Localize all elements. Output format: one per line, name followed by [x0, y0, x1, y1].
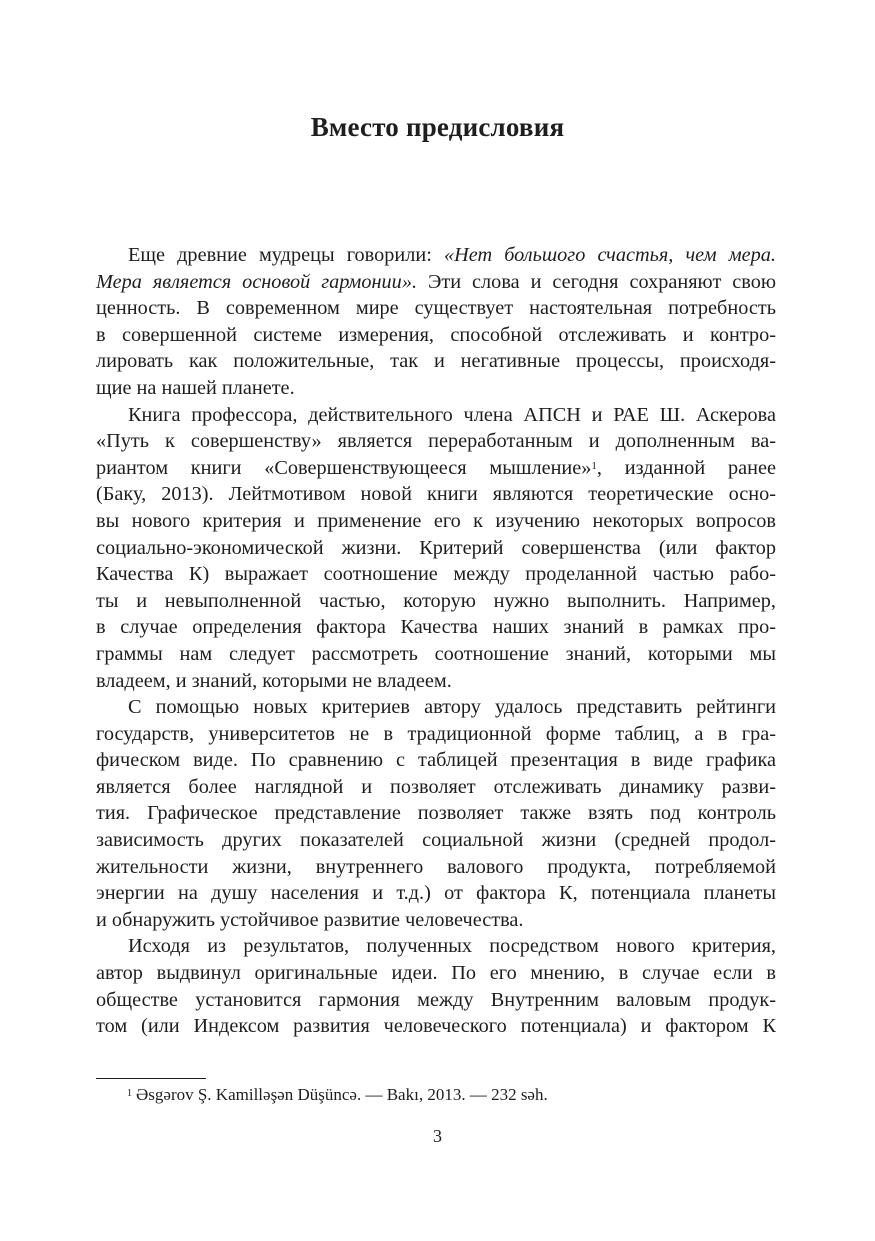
line-text: граммы нам следует рассмотреть соотношение знаний, которыми мы: [96, 642, 776, 665]
line-text: ценность. В современном мире существует настоятельная потребность: [96, 297, 776, 320]
text-line: [96, 907, 776, 934]
text-line: [96, 588, 776, 615]
text-line: [96, 721, 776, 748]
paragraph: [96, 402, 776, 695]
text-line: [96, 933, 776, 960]
line-text: Еще древние мудрецы говорили:: [128, 244, 444, 266]
text-line: [96, 800, 776, 827]
line-text: энергии на душу населения и т.д.) от фактора К, потенциала планеты: [96, 882, 776, 905]
line-text: ты и невыполненной частью, которую нужно выполнить. Например,: [96, 589, 776, 612]
line-text: в случае определения фактора Качества наших знаний в рамках про-: [96, 616, 776, 639]
text-line: [96, 481, 776, 508]
text-line: [96, 694, 776, 721]
text-line: [96, 827, 776, 854]
text-line: [96, 375, 776, 402]
text-line: [96, 455, 776, 482]
text-line: [96, 641, 776, 668]
line-text: , изданной ранее: [596, 456, 776, 479]
paragraph: [96, 933, 776, 1039]
text-line: [96, 322, 776, 349]
line-text: социально-экономической жизни. Критерий совершенства (или фактор: [96, 536, 776, 559]
line-text: риантом книги «Совершенствующееся мышление»: [96, 456, 592, 479]
page-title: Вместо предисловия: [310, 112, 565, 142]
text-line: [96, 747, 776, 774]
footnote-divider: [96, 1078, 206, 1079]
line-text: Эти слова и сегодня сохраняют свою: [417, 270, 776, 293]
text-line: [96, 614, 776, 641]
line-text: вы нового критерия и применение его к изучению некоторых вопросов: [96, 509, 776, 532]
italic-quote: Мера является основой гармонии».: [96, 270, 418, 293]
line-text: автор выдвинул оригинальные идеи. По его мнению, в случае если в: [96, 962, 776, 985]
text-line: [96, 561, 776, 588]
line-text: государств, университетов не в традиционной форме таблиц, а в гра-: [96, 722, 776, 745]
footnote: [127, 1084, 548, 1106]
line-text: является более наглядной и позволяет отслеживать динамику разви-: [96, 775, 776, 798]
body-text: [96, 242, 776, 1040]
text-line: [96, 348, 776, 375]
line-text: щие на нашей планете.: [96, 376, 295, 399]
italic-quote: «Нет большого счастья, чем мера.: [443, 244, 776, 266]
text-line: [96, 1013, 776, 1040]
line-text: (Баку, 2013). Лейтмотивом новой книги являются теоретические осно-: [96, 483, 776, 506]
line-text: владеем, и знаний, которыми не владеем.: [96, 669, 452, 692]
text-line: [96, 987, 776, 1014]
line-text: лировать как положительные, так и негативные процессы, происходя-: [96, 350, 776, 373]
text-line: [96, 960, 776, 987]
text-line: [96, 295, 776, 322]
line-text: Исходя из результатов, полученных посредством нового критерия,: [128, 935, 776, 958]
footnote-text: Əsgərov Ş. Kamilləşən Düşüncə. — Bakı, 2013. — 232 səh.: [136, 1085, 548, 1104]
line-text: том (или Индексом развития человеческого потенциала) и фактором К: [96, 1015, 776, 1038]
text-line: [96, 269, 776, 296]
text-line: [96, 535, 776, 562]
text-line: [96, 668, 776, 695]
text-line: [96, 854, 776, 881]
line-text: в совершенной системе измерения, способной отслеживать и контро-: [96, 323, 776, 346]
text-line: [96, 880, 776, 907]
paragraph: [96, 694, 776, 933]
line-text: Книга профессора, действительного члена АПСН и РАЕ Ш. Аскерова: [128, 403, 776, 426]
text-line: [96, 774, 776, 801]
footnote-marker: 1: [127, 1088, 132, 1099]
line-text: и обнаружить устойчивое развитие человечества.: [96, 908, 524, 931]
line-text: тия. Графическое представление позволяет также взять под контроль: [96, 802, 776, 825]
text-line: [96, 508, 776, 535]
line-text: С помощью новых критериев автору удалось представить рейтинги: [128, 696, 776, 719]
line-text: «Путь к совершенству» является переработанным и дополненным ва-: [96, 430, 776, 453]
line-text: обществе установится гармония между Внутренним валовым продук-: [96, 988, 776, 1011]
text-line: [96, 428, 776, 455]
line-text: фическом виде. По сравнению с таблицей презентация в виде графика: [96, 749, 776, 772]
text-line: [96, 402, 776, 429]
line-text: жительности жизни, внутреннего валового продукта, потребляемой: [96, 855, 776, 878]
paragraph: [96, 242, 776, 402]
line-text: Качества К) выражает соотношение между проделанной частью рабо-: [96, 563, 776, 586]
text-line: [96, 242, 776, 269]
footnote-reference: 1: [591, 459, 597, 472]
line-text: зависимость других показателей социальной жизни (средней продол-: [96, 829, 776, 852]
page-number: 3: [433, 1126, 442, 1146]
